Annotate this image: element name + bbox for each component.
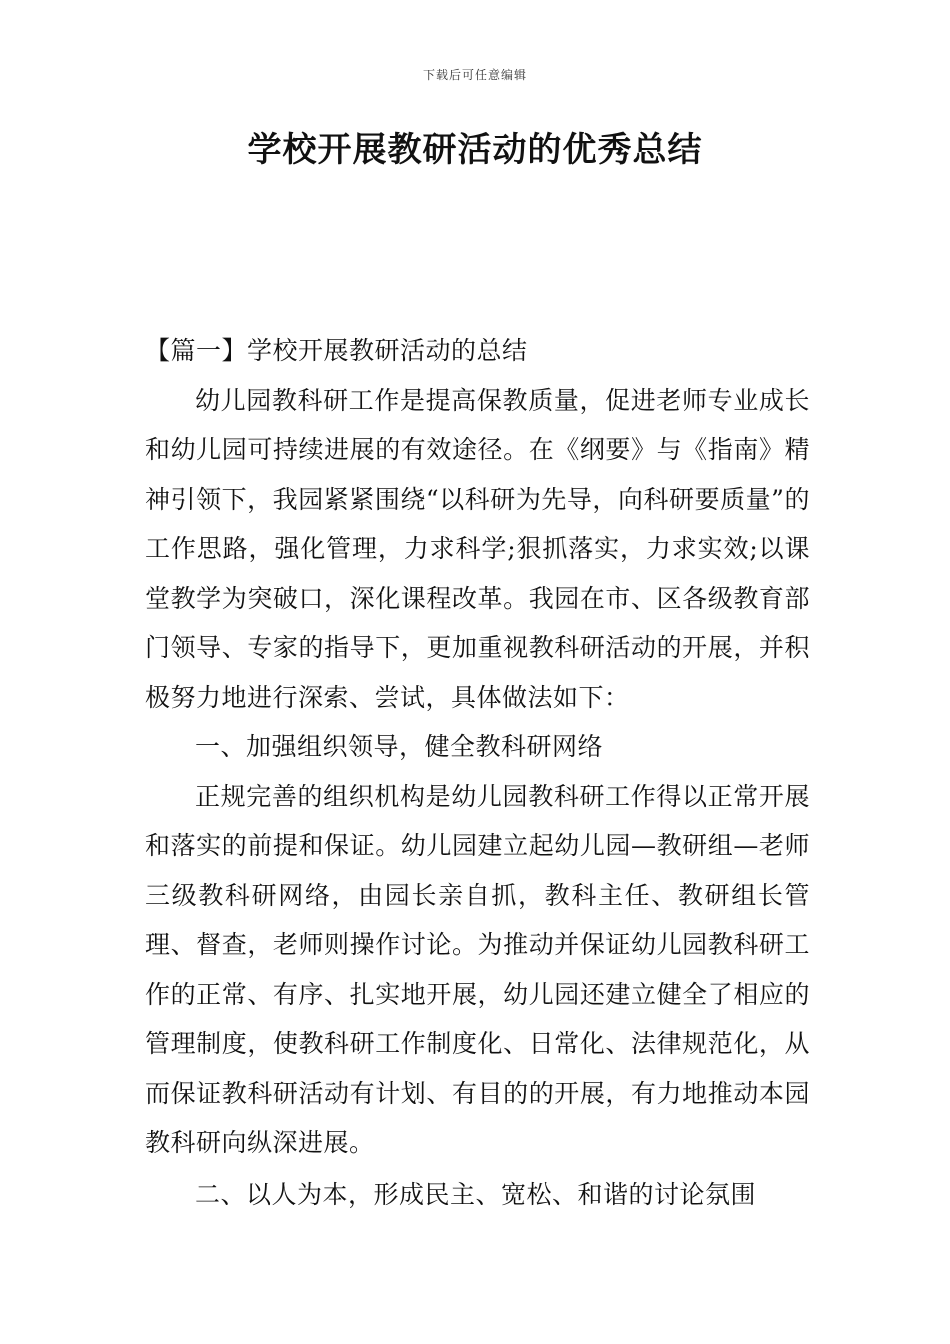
body-paragraph: 正规完善的组织机构是幼儿园教科研工作得以正常开展和落实的前提和保证。幼儿园建立起幼儿园—教研组—老师三级教科研网络，由园长亲自抓，教科主任、教研组长管理、督查，老师则操作讨论。为推动并保证幼儿园教科研工作的正常、有序、扎实地开展，幼儿园还建立健全了相应的管理制度，使教科研工作制度化、日常化、法律规范化，从而保证教科研活动有计划、有目的的开展，有力地推动本园教科研向纵深进展。	[145, 781, 810, 1157]
body-paragraph: 幼儿园教科研工作是提高保教质量，促进老师专业成长和幼儿园可持续进展的有效途径。在《纲要》与《指南》精神引领下，我园紧紧围绕“以科研为先导，向科研要质量”的工作思路，强化管理，力求科学;狠抓落实，力求实效;以课堂教学为突破口，深化课程改革。我园在市、区各级教育部门领导、专家的指导下，更加重视教科研活动的开展，并积极努力地进行深索、尝试，具体做法如下：	[145, 385, 810, 712]
document-title: 学校开展教研活动的优秀总结	[247, 130, 703, 170]
header-note: 下载后可任意编辑	[422, 68, 527, 82]
section-heading: 【篇一】学校开展教研活动的总结	[145, 336, 528, 365]
document-body	[145, 326, 810, 1219]
subsection-heading: 二、以人为本，形成民主、宽松、和谐的讨论氛围	[195, 1179, 757, 1209]
subsection-heading: 一、加强组织领导，健全教科研网络	[195, 732, 604, 761]
